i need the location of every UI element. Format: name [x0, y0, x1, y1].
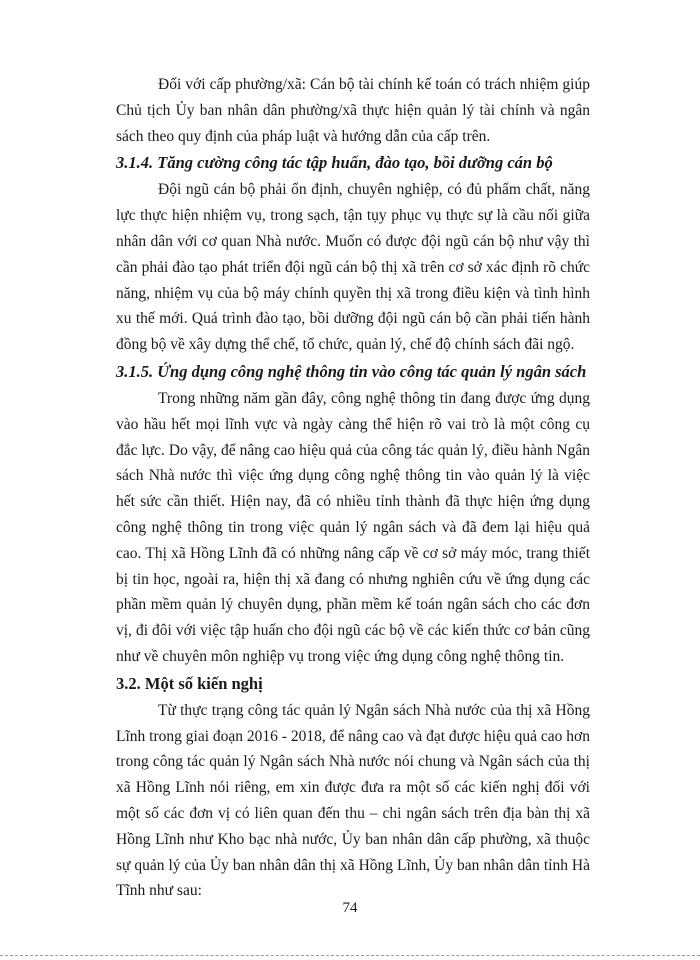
paragraph-it-application: Trong những năm gần đây, công nghệ thông tin đang được ứng dụng vào hầu hết mọi lĩnh vực và ngày càng thể hiện rõ vai trò là một công cụ đắc lực. Do vậy, để nâng cao hiệu quả của công tác quản lý, điều hành Ngân sách Nhà nước thì việc ứng dụng công nghệ thông tin vào quản lý là việc hết sức cần thiết. Hiện nay, đã có nhiều tỉnh thành đã thực hiện ứng dụng công nghệ thông tin trong việc quản lý ngân sách và đã đem lại hiệu quả cao. Thị xã Hồng Lĩnh đã có những nâng cấp về cơ sở máy móc, trang thiết bị tin học, ngoài ra, hiện thị xã đang có nhưng nghiên cứu về ứng dụng các phần mềm quản lý chuyên dụng, phần mềm kế toán ngân sách cho các đơn vị, đi đôi với việc tập huấn cho đội ngũ các bộ về các kiến thức cơ bản cũng như về chuyên môn nghiệp vụ trong việc ứng dụng công nghệ thông tin.: [116, 389, 590, 665]
paragraph-ward-level: Đối với cấp phường/xã: Cán bộ tài chính kế toán có trách nhiệm giúp Chủ tịch Ủy ban nhân dân phường/xã thực hiện quản lý tài chính và ngân sách theo quy định của pháp luật và hướng dẫn của cấp trên.: [116, 76, 590, 145]
page-content: [116, 72, 590, 904]
paragraph-staff-training: Đội ngũ cán bộ phải ổn định, chuyên nghiệp, có đủ phẩm chất, năng lực thực hiện nhiệm vụ, trong sạch, tận tụy phục vụ thực sự là cầu nối giữa nhân dân với cơ quan Nhà nước. Muốn có được đội ngũ cán bộ như vậy thì cần phải đào tạo phát triển đội ngũ cán bộ thị xã trên cơ sở xác định rõ chức năng, nhiệm vụ của bộ máy chính quyền thị xã trong điều kiện và tình hình xu thế mới. Quá trình đào tạo, bồi dưỡng đội ngũ cán bộ cần phải tiến hành đồng bộ về xây dựng thể chế, tổ chức, quản lý, chế độ chính sách đãi ngộ.: [116, 181, 590, 354]
footer-divider: [0, 955, 700, 956]
heading-3-1-4: 3.1.4. Tăng cường công tác tập huấn, đào tạo, bồi dưỡng cán bộ: [116, 153, 553, 173]
paragraph-recommendations: Từ thực trạng công tác quản lý Ngân sách Nhà nước của thị xã Hồng Lĩnh trong giai đoạn 2016 - 2018, để nâng cao và đạt được hiệu quả cao hơn trong công tác quản lý Ngân sách Nhà nước nói chung và Ngân sách của thị xã Hồng Lĩnh nói riêng, em xin được đưa ra một số các kiến nghị đối với một số các đơn vị có liên quan đến thu – chi ngân sách trên địa bàn thị xã Hồng Lĩnh như Kho bạc nhà nước, Ủy ban nhân dân cấp phường, xã thuộc sự quản lý của Ủy ban nhân dân thị xã Hồng Lĩnh, Ủy ban nhân dân tỉnh Hà Tĩnh như sau:: [116, 701, 590, 900]
heading-3-1-5: 3.1.5. Ứng dụng công nghệ thông tin vào công tác quản lý ngân sách: [116, 361, 587, 381]
heading-3-2: 3.2. Một số kiến nghị: [116, 673, 263, 693]
page-number: 74: [342, 900, 358, 916]
